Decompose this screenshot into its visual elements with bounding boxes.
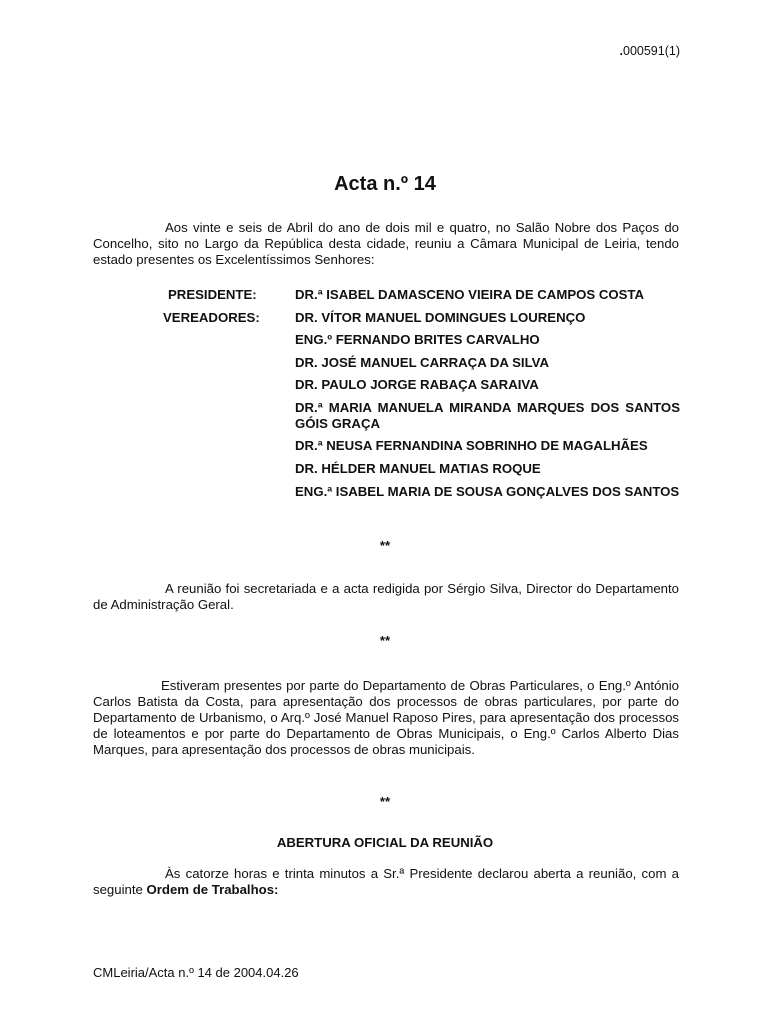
presence-text: Estiveram presentes por parte do Departamento de Obras Particulares, o Eng.º António Carlos Batista da Costa, para apresentação dos processos de obras particulares, por parte do Departamento de Urbanismo, o Arq.º José Manuel Raposo Pires, para apresentação dos processos de loteamentos e por parte do Departamento de Obras Municipais, o Eng.º Carlos Alberto Dias Marques, para apresentação dos processos de obras municipais. — [93, 678, 679, 757]
opening-paragraph — [93, 866, 679, 898]
vereador-name: DR. VÍTOR MANUEL DOMINGUES LOURENÇO — [295, 310, 586, 325]
vereadores-label: VEREADORES: — [163, 310, 260, 325]
document-title: Acta n.º 14 — [334, 173, 436, 195]
opening-heading: ABERTURA OFICIAL DA REUNIÃO — [276, 835, 494, 850]
vereador-name: ENG.º FERNANDO BRITES CARVALHO — [295, 332, 540, 347]
ordem-de-trabalhos: Ordem de Trabalhos: — [146, 882, 279, 897]
presidente-name: DR.ª ISABEL DAMASCENO VIEIRA DE CAMPOS COSTA — [295, 287, 645, 302]
section-separator: ** — [379, 538, 391, 553]
page-number — [620, 44, 680, 58]
vereador-name: DR. HÉLDER MANUEL MATIAS ROQUE — [295, 461, 541, 476]
intro-paragraph — [93, 220, 679, 268]
vereador-name: DR. JOSÉ MANUEL CARRAÇA DA SILVA — [295, 355, 549, 370]
presence-paragraph — [93, 678, 679, 758]
vereador-name: DR.ª MARIA MANUELA MIRANDA MARQUES DOS SANTOS GÓIS GRAÇA — [295, 400, 680, 431]
vereador-name: DR.ª NEUSA FERNANDINA SOBRINHO DE MAGALHÃES — [295, 438, 648, 453]
page-number-dot: . — [619, 44, 623, 58]
section-separator: ** — [379, 794, 391, 809]
page-number-text: 000591(1) — [623, 44, 680, 58]
section-separator: ** — [379, 633, 391, 648]
page-footer: CMLeiria/Acta n.º 14 de 2004.04.26 — [93, 965, 299, 980]
presidente-label: PRESIDENTE: — [168, 287, 257, 302]
vereador-name: DR. PAULO JORGE RABAÇA SARAIVA — [295, 377, 539, 392]
intro-text: Aos vinte e seis de Abril do ano de dois mil e quatro, no Salão Nobre dos Paços do Concelho, sito no Largo da República desta cidade, reuniu a Câmara Municipal de Leiria, tendo estado presentes os Excelentíssimos Senhores: — [93, 220, 679, 267]
opening-text: Às catorze horas e trinta minutos a Sr.ª Presidente declarou aberta a reunião, com a seguinte — [93, 866, 679, 897]
secretary-paragraph — [93, 581, 679, 613]
vereador-name: ENG.ª ISABEL MARIA DE SOUSA GONÇALVES DOS SANTOS — [295, 484, 680, 499]
secretary-text: A reunião foi secretariada e a acta redigida por Sérgio Silva, Director do Departamento de Administração Geral. — [93, 581, 679, 612]
